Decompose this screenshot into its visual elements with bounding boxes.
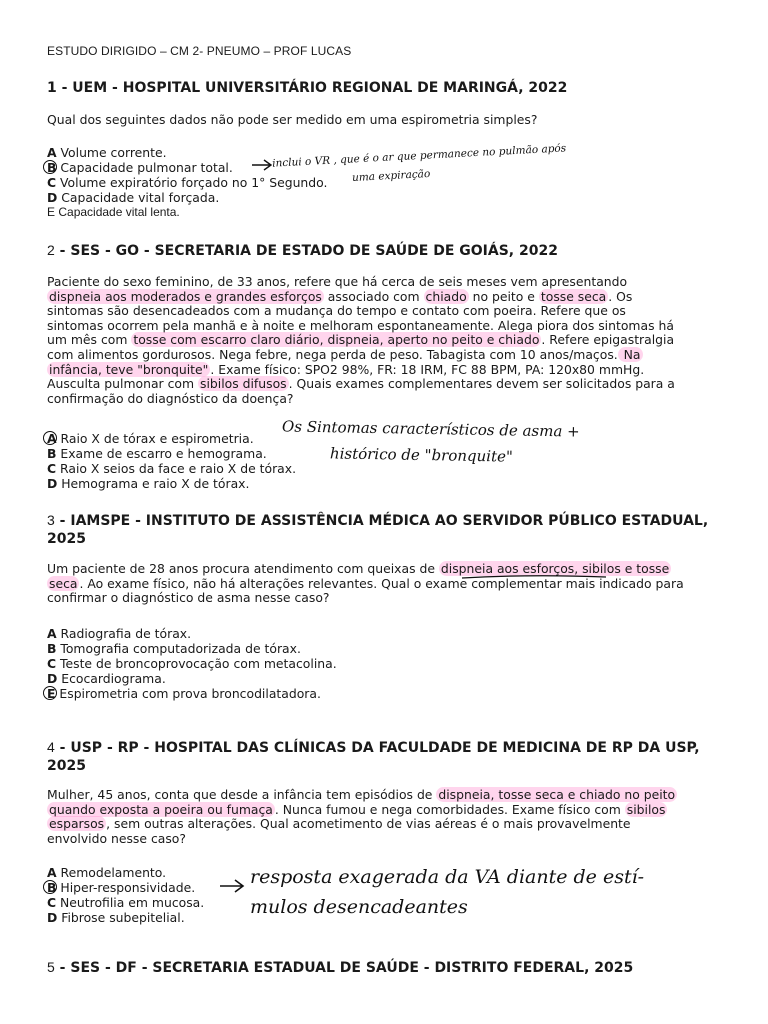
stem-text: . Quais exames complementares devem ser solicitados para a (288, 376, 675, 392)
question-4-stem (47, 788, 719, 846)
question-4-options (47, 865, 204, 925)
option-text: Radiografia de tórax. (56, 626, 192, 641)
option-letter: D (47, 476, 58, 491)
option-a (47, 865, 204, 880)
option-d (47, 671, 337, 686)
option-letter: E (47, 205, 56, 219)
stem-line: confirmar o diagnóstico de asma nesse caso? (47, 590, 330, 606)
stem-text: Um paciente de 28 anos procura atendimento com queixas de (47, 561, 439, 576)
option-text: Fibrose subepitelial. (57, 910, 185, 925)
handwritten-underline (460, 573, 610, 583)
handwritten-note: inclui o VR , que é o ar que permanece no pulmão após (271, 142, 567, 170)
stem-text: com alimentos gordurosos. Nega febre, nega perda de peso. Tabagista com 10 anos/maços. (47, 346, 618, 362)
stem-line (47, 377, 719, 392)
highlight: tosse seca (540, 288, 607, 304)
stem-text: associado com (323, 288, 424, 304)
stem-line (47, 577, 719, 592)
highlight: sibilos (626, 801, 666, 817)
question-3-number: 3 (47, 512, 55, 528)
option-text: Volume corrente. (56, 145, 167, 160)
question-3-options (47, 626, 337, 701)
question-1-source: - UEM - HOSPITAL UNIVERSITÁRIO REGIONAL DE MARINGÁ, 2022 (56, 80, 568, 96)
option-letter: C (47, 656, 57, 671)
question-2-number: 2 (47, 242, 55, 258)
highlight: Na (619, 346, 641, 362)
stem-text: um mês com (47, 332, 132, 348)
question-5-number: 5 (47, 959, 55, 975)
option-text: Capacidade vital lenta. (55, 205, 180, 219)
handwritten-arrow-icon (218, 878, 248, 894)
option-a (47, 626, 337, 641)
highlight: dispneia, tosse seca e chiado no peito (438, 787, 676, 802)
handwritten-note: mulos desencadeantes (250, 896, 468, 918)
option-letter: B (47, 880, 57, 895)
stem-line (47, 333, 719, 348)
stem-text: . Exame físico: SPO2 98%, FR: 18 IRM, FC 88 BPM, PA: 120x80 mmHg. (210, 361, 645, 377)
stem-text: . Ao exame físico, não há alterações relevantes. Qual o exame complementar mais indicado para (79, 575, 684, 591)
stem-line (47, 788, 719, 803)
option-text: Capacidade pulmonar total. (56, 160, 233, 175)
option-letter: C (47, 895, 57, 910)
option-e (47, 686, 337, 701)
option-c (47, 461, 296, 476)
handwritten-note: Os Sintomas característicos de asma + (281, 417, 580, 441)
option-d (47, 476, 296, 491)
stem-text: . Nunca fumou e nega comorbidades. Exame físico com (274, 801, 625, 817)
question-3-stem (47, 562, 719, 606)
question-4-title (47, 738, 727, 775)
option-d (47, 910, 204, 925)
question-4-year: 2025 (47, 758, 86, 774)
highlight: dispneia aos esforços, sibilos e tosse (440, 561, 670, 576)
handwritten-note: histórico de "bronquite" (329, 444, 514, 466)
stem-text: . Os (608, 288, 633, 304)
answer-circle-mark (43, 686, 57, 700)
highlight: tosse com escarro claro diário, dispneia, aperto no peito e chiado (133, 332, 540, 348)
question-1-stem (47, 113, 719, 128)
question-2-stem (47, 275, 719, 406)
option-text: Remodelamento. (56, 865, 167, 880)
option-letter: C (47, 461, 57, 476)
stem-line: envolvido nesse caso? (47, 830, 186, 846)
stem-line: Paciente do sexo feminino, de 33 anos, refere que há cerca de seis meses vem apresentando (47, 274, 628, 289)
option-a (47, 431, 296, 446)
option-letter: A (47, 431, 57, 446)
stem-line (47, 363, 719, 378)
stem-text: no peito e (468, 288, 539, 304)
document-header: ESTUDO DIRIGIDO – CM 2- PNEUMO – PROF LUCAS (47, 44, 352, 58)
option-letter: A (47, 865, 57, 880)
option-letter: C (47, 175, 57, 190)
option-b (47, 446, 296, 461)
handwritten-note: uma expiração (351, 167, 431, 185)
highlight: quando exposta a poeira ou fumaça (49, 801, 273, 817)
question-1-number: 1 (47, 80, 57, 96)
question-2-title (47, 241, 727, 260)
option-c (47, 175, 327, 190)
option-letter: D (47, 190, 58, 205)
option-letter: A (47, 626, 57, 641)
option-text: Hiper-responsividade. (56, 880, 196, 895)
highlight: seca (49, 575, 78, 591)
option-d (47, 190, 327, 205)
stem-line: sintomas ocorrem pela manhã e à noite e melhoram espontaneamente. Alega piora dos sintomas há (47, 317, 674, 333)
option-e (47, 205, 327, 220)
question-5-source: - SES - DF - SECRETARIA ESTADUAL DE SAÚDE - DISTRITO FEDERAL, 2025 (54, 960, 634, 976)
option-text: Espirometria com prova broncodilatadora. (55, 686, 321, 701)
option-text: Raio X de tórax e espirometria. (56, 431, 254, 446)
highlight: esparsos (49, 816, 105, 832)
stem-line: Qual dos seguintes dados não pode ser medido em uma espirometria simples? (47, 112, 538, 127)
option-text: Capacidade vital forçada. (57, 190, 220, 205)
question-1-title (47, 79, 727, 97)
option-letter: D (47, 910, 58, 925)
question-4-number: 4 (47, 739, 55, 755)
option-b (47, 880, 204, 895)
option-text: Neutrofilia em mucosa. (56, 895, 205, 910)
handwritten-arrow-icon (250, 158, 274, 172)
question-2-source: - SES - GO - SECRETARIA DE ESTADO DE SAÚDE DE GOIÁS, 2022 (54, 243, 558, 259)
stem-line (47, 803, 719, 818)
option-text: Volume expiratório forçado no 1° Segundo. (56, 175, 328, 190)
question-4-source: - USP - RP - HOSPITAL DAS CLÍNICAS DA FACULDADE DE MEDICINA DE RP DA USP, (54, 740, 700, 756)
stem-line: sintomas são desencadeados com a mudança do tempo e contato com poeira. Refere que os (47, 303, 626, 319)
highlight: infância, teve "bronquite" (49, 361, 209, 377)
stem-line: confirmação do diagnóstico da doença? (47, 390, 294, 406)
answer-circle-mark (43, 880, 57, 894)
stem-text: Ausculta pulmonar com (47, 376, 198, 392)
option-text: Hemograma e raio X de tórax. (57, 476, 250, 491)
stem-line (47, 562, 719, 577)
question-5-title (47, 958, 727, 977)
option-letter: E (47, 686, 56, 701)
highlight: dispneia aos moderados e grandes esforços (49, 288, 322, 304)
option-letter: A (47, 145, 57, 160)
option-text: Tomografia computadorizada de tórax. (56, 641, 301, 656)
option-letter: D (47, 671, 58, 686)
question-2-options (47, 431, 296, 491)
option-letter: B (47, 160, 57, 175)
question-3-source: - IAMSPE - INSTITUTO DE ASSISTÊNCIA MÉDICA AO SERVIDOR PÚBLICO ESTADUAL, (54, 513, 709, 529)
option-letter: B (47, 641, 57, 656)
handwritten-note: resposta exagerada da VA diante de estí- (250, 866, 645, 888)
stem-line (47, 817, 719, 832)
stem-text: . Refere epigastralgia (541, 332, 675, 348)
stem-text: Mulher, 45 anos, conta que desde a infância tem episódios de (47, 787, 437, 802)
question-3-year: 2025 (47, 531, 86, 547)
option-b (47, 641, 337, 656)
option-c (47, 656, 337, 671)
option-text: Ecocardiograma. (57, 671, 166, 686)
question-3-title (47, 511, 727, 548)
option-text: Teste de broncoprovocação com metacolina. (56, 656, 337, 671)
option-text: Exame de escarro e hemograma. (56, 446, 267, 461)
answer-circle-mark (43, 431, 57, 445)
option-c (47, 895, 204, 910)
option-text: Raio X seios da face e raio X de tórax. (56, 461, 297, 476)
answer-circle-mark (43, 160, 57, 174)
option-letter: B (47, 446, 57, 461)
stem-line (47, 290, 719, 305)
highlight: sibilos difusos (199, 376, 287, 392)
stem-line (47, 348, 719, 363)
stem-text: , sem outras alterações. Qual acometimento de vias aéreas é o mais provavelmente (106, 816, 631, 832)
highlight: chiado (425, 288, 467, 304)
